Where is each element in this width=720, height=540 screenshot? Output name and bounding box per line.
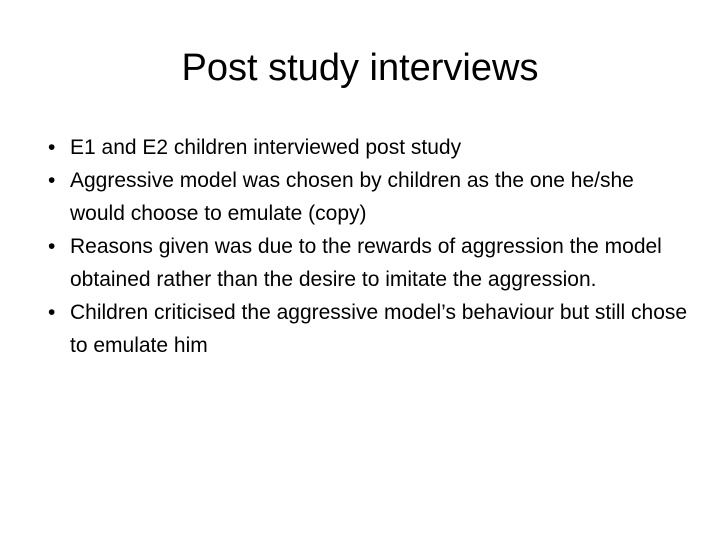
bullet-text: Children criticised the aggressive model’s behaviour but still chose to emulate him <box>70 301 688 357</box>
slide-title: Post study interviews <box>181 47 539 89</box>
bullet-marker: • <box>48 235 56 258</box>
bullet-item <box>48 131 688 164</box>
bullet-text: Aggressive model was chosen by children as the one he/she would choose to emulate (copy) <box>70 169 634 225</box>
bullet-text: Reasons given was due to the rewards of aggression the model obtained rather than the desire to imitate the aggression. <box>70 235 662 291</box>
bullet-text: E1 and E2 children interviewed post study <box>70 136 462 159</box>
bullet-list <box>48 131 688 362</box>
bullet-item <box>48 230 688 296</box>
bullet-marker: • <box>48 301 56 324</box>
bullet-marker: • <box>48 136 56 159</box>
bullet-item <box>48 164 688 230</box>
bullet-marker: • <box>48 169 56 192</box>
bullet-item <box>48 296 688 362</box>
